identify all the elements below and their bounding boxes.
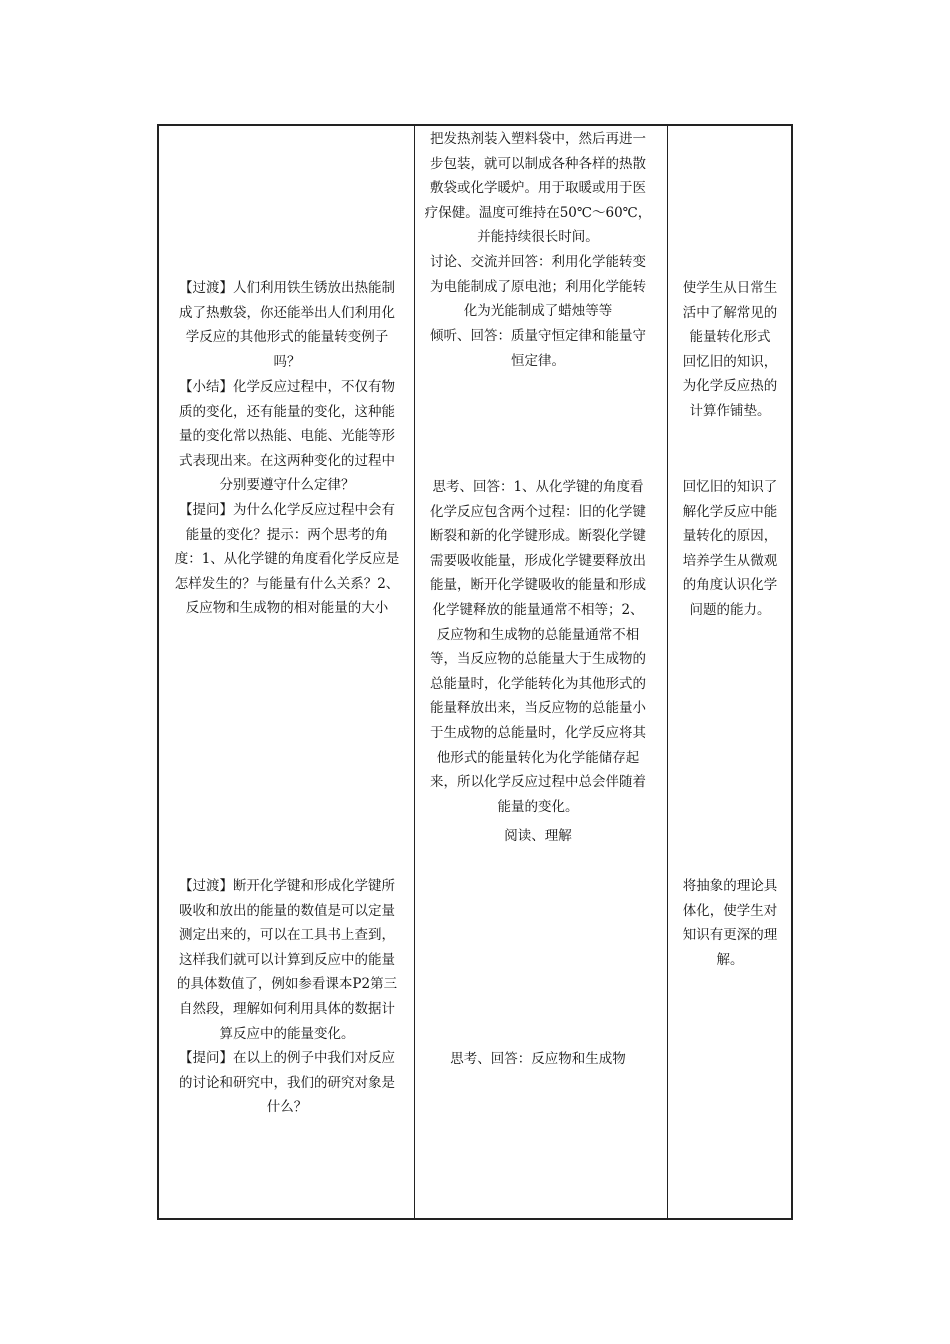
text-line: 化学反应包含两个过程：旧的化学键 — [430, 503, 646, 520]
text-line: 什么？ — [266, 1099, 308, 1116]
text-line: 【提问】在以上的例子中我们对反应 — [179, 1050, 395, 1066]
text-line: 回忆旧的知识了 — [682, 479, 778, 495]
text-line: 他形式的能量转化为化学能储存起 — [436, 749, 640, 766]
text-line: 化学键释放的能量通常不相等；2、 — [432, 601, 644, 618]
text-line: 自然段，理解如何利用具体的数据计 — [179, 1000, 395, 1017]
text-line: 并能持续很长时间。 — [477, 229, 599, 246]
teacher-activity-question — [171, 498, 403, 621]
student-activity-think-answer-2 — [421, 1047, 655, 1072]
text-line: 把发热剂装入塑料袋中，然后再进一 — [430, 131, 646, 147]
design-intent-2 — [671, 475, 789, 623]
text-line: 能量，断开化学键吸收的能量和形成 — [430, 577, 646, 594]
text-line: 化为光能制成了蜡烛等等 — [463, 303, 613, 320]
text-line: 阅读、理解 — [504, 828, 572, 844]
text-line: 能量的变化。 — [497, 798, 579, 815]
text-line: 于生成物的总能量时，化学反应将其 — [430, 724, 646, 741]
text-line: 【过渡】人们利用铁生锈放出热能制 — [179, 280, 395, 296]
text-line: 知识有更深的理 — [682, 927, 778, 944]
text-line: 吗？ — [273, 353, 301, 370]
text-line: 倾听、回答：质量守恒定律和能量守 — [430, 328, 646, 344]
teacher-activity-question-2 — [171, 1046, 403, 1120]
text-line: 来，所以化学反应过程中总会伴随着 — [430, 774, 646, 791]
text-line: 为电能制成了原电池；利用化学能转 — [430, 278, 646, 295]
student-activity-think-answer — [421, 475, 655, 819]
text-line: 算反应中的能量变化。 — [219, 1025, 355, 1042]
text-line: 这样我们就可以计算到反应中的能量 — [179, 951, 395, 968]
text-line: 解。 — [716, 951, 744, 968]
text-line: 式表现出来。在这两种变化的过程中 — [179, 452, 395, 469]
text-line: 需要吸收能量，形成化学键要释放出 — [430, 552, 646, 569]
text-line: 断裂和新的化学键形成。断裂化学键 — [430, 528, 646, 545]
text-line: 学反应的其他形式的能量转变例子 — [185, 329, 389, 346]
text-line: 能量转化形式 — [689, 329, 771, 346]
text-line: 【提问】为什么化学反应过程中会有 — [179, 502, 395, 518]
text-line: 讨论、交流并回答：利用化学能转变 — [430, 254, 646, 270]
text-line: 的讨论和研究中，我们的研究对象是 — [179, 1074, 395, 1091]
text-line: 解化学反应中能 — [682, 503, 778, 520]
text-line: 问题的能力。 — [689, 601, 771, 618]
column-divider-2 — [667, 126, 668, 1218]
text-line: 活中了解常见的 — [682, 304, 778, 321]
text-line: 【过渡】断开化学键和形成化学键所 — [179, 878, 395, 894]
lesson-table — [157, 124, 793, 1220]
text-line: 计算作铺垫。 — [689, 402, 771, 419]
text-line: 度：1、从化学键的角度看化学反应是 — [174, 551, 400, 568]
text-line: 步包装，就可以制成各种各样的热散 — [430, 155, 646, 172]
text-line: 量转化的原因， — [682, 528, 778, 545]
text-line: 为化学反应热的 — [682, 378, 778, 395]
text-line: 怎样发生的？与能量有什么关系？2、 — [174, 575, 400, 592]
text-line: 回忆旧的知识， — [682, 353, 778, 370]
text-line: 将抽象的理论具 — [682, 878, 778, 894]
teacher-activity-transition — [171, 276, 403, 374]
design-intent-3 — [671, 874, 789, 972]
text-line: 使学生从日常生 — [682, 280, 778, 296]
text-line: 的角度认识化学 — [682, 577, 778, 594]
teacher-activity-summary — [171, 375, 403, 498]
text-line: 总能量时，化学能转化为其他形式的 — [430, 675, 646, 692]
text-line: 反应物和生成物的总能量通常不相 — [436, 626, 640, 643]
text-line: 思考、回答：反应物和生成物 — [450, 1051, 626, 1067]
text-line: 分别要遵守什么定律？ — [219, 477, 355, 494]
text-line: 等，当反应物的总能量大于生成物的 — [430, 651, 646, 668]
text-line: 的具体数值了，例如参看课本P2第三 — [176, 976, 398, 993]
student-activity-heat-pack — [421, 127, 655, 250]
student-activity-read — [421, 824, 655, 849]
text-line: 【小结】化学反应过程中，不仅有物 — [179, 379, 395, 395]
text-line: 思考、回答：1、从化学键的角度看 — [432, 479, 644, 495]
text-line: 体化，使学生对 — [682, 902, 778, 919]
text-line: 疗保健。温度可维持在50℃～60℃， — [424, 204, 652, 221]
design-intent-1 — [671, 276, 789, 424]
student-activity-discussion — [421, 250, 655, 324]
teacher-activity-transition-2 — [171, 874, 403, 1046]
text-line: 反应物和生成物的相对能量的大小 — [185, 600, 389, 617]
text-line: 质的变化，还有能量的变化，这种能 — [179, 403, 395, 420]
student-activity-listen-answer — [421, 324, 655, 373]
text-line: 恒定律。 — [511, 352, 565, 369]
text-line: 成了热敷袋，你还能举出人们利用化 — [179, 304, 395, 321]
text-line: 量的变化常以热能、电能、光能等形 — [179, 428, 395, 445]
text-line: 测定出来的，可以在工具书上查到， — [179, 927, 395, 944]
text-line: 吸收和放出的能量的数值是可以定量 — [179, 902, 395, 919]
text-line: 培养学生从微观 — [682, 552, 778, 569]
text-line: 敷袋或化学暖炉。用于取暖或用于医 — [430, 180, 646, 197]
text-line: 能量的变化？提示：两个思考的角 — [185, 526, 389, 543]
text-line: 能量释放出来，当反应物的总能量小 — [430, 700, 646, 717]
column-divider-1 — [414, 126, 415, 1218]
